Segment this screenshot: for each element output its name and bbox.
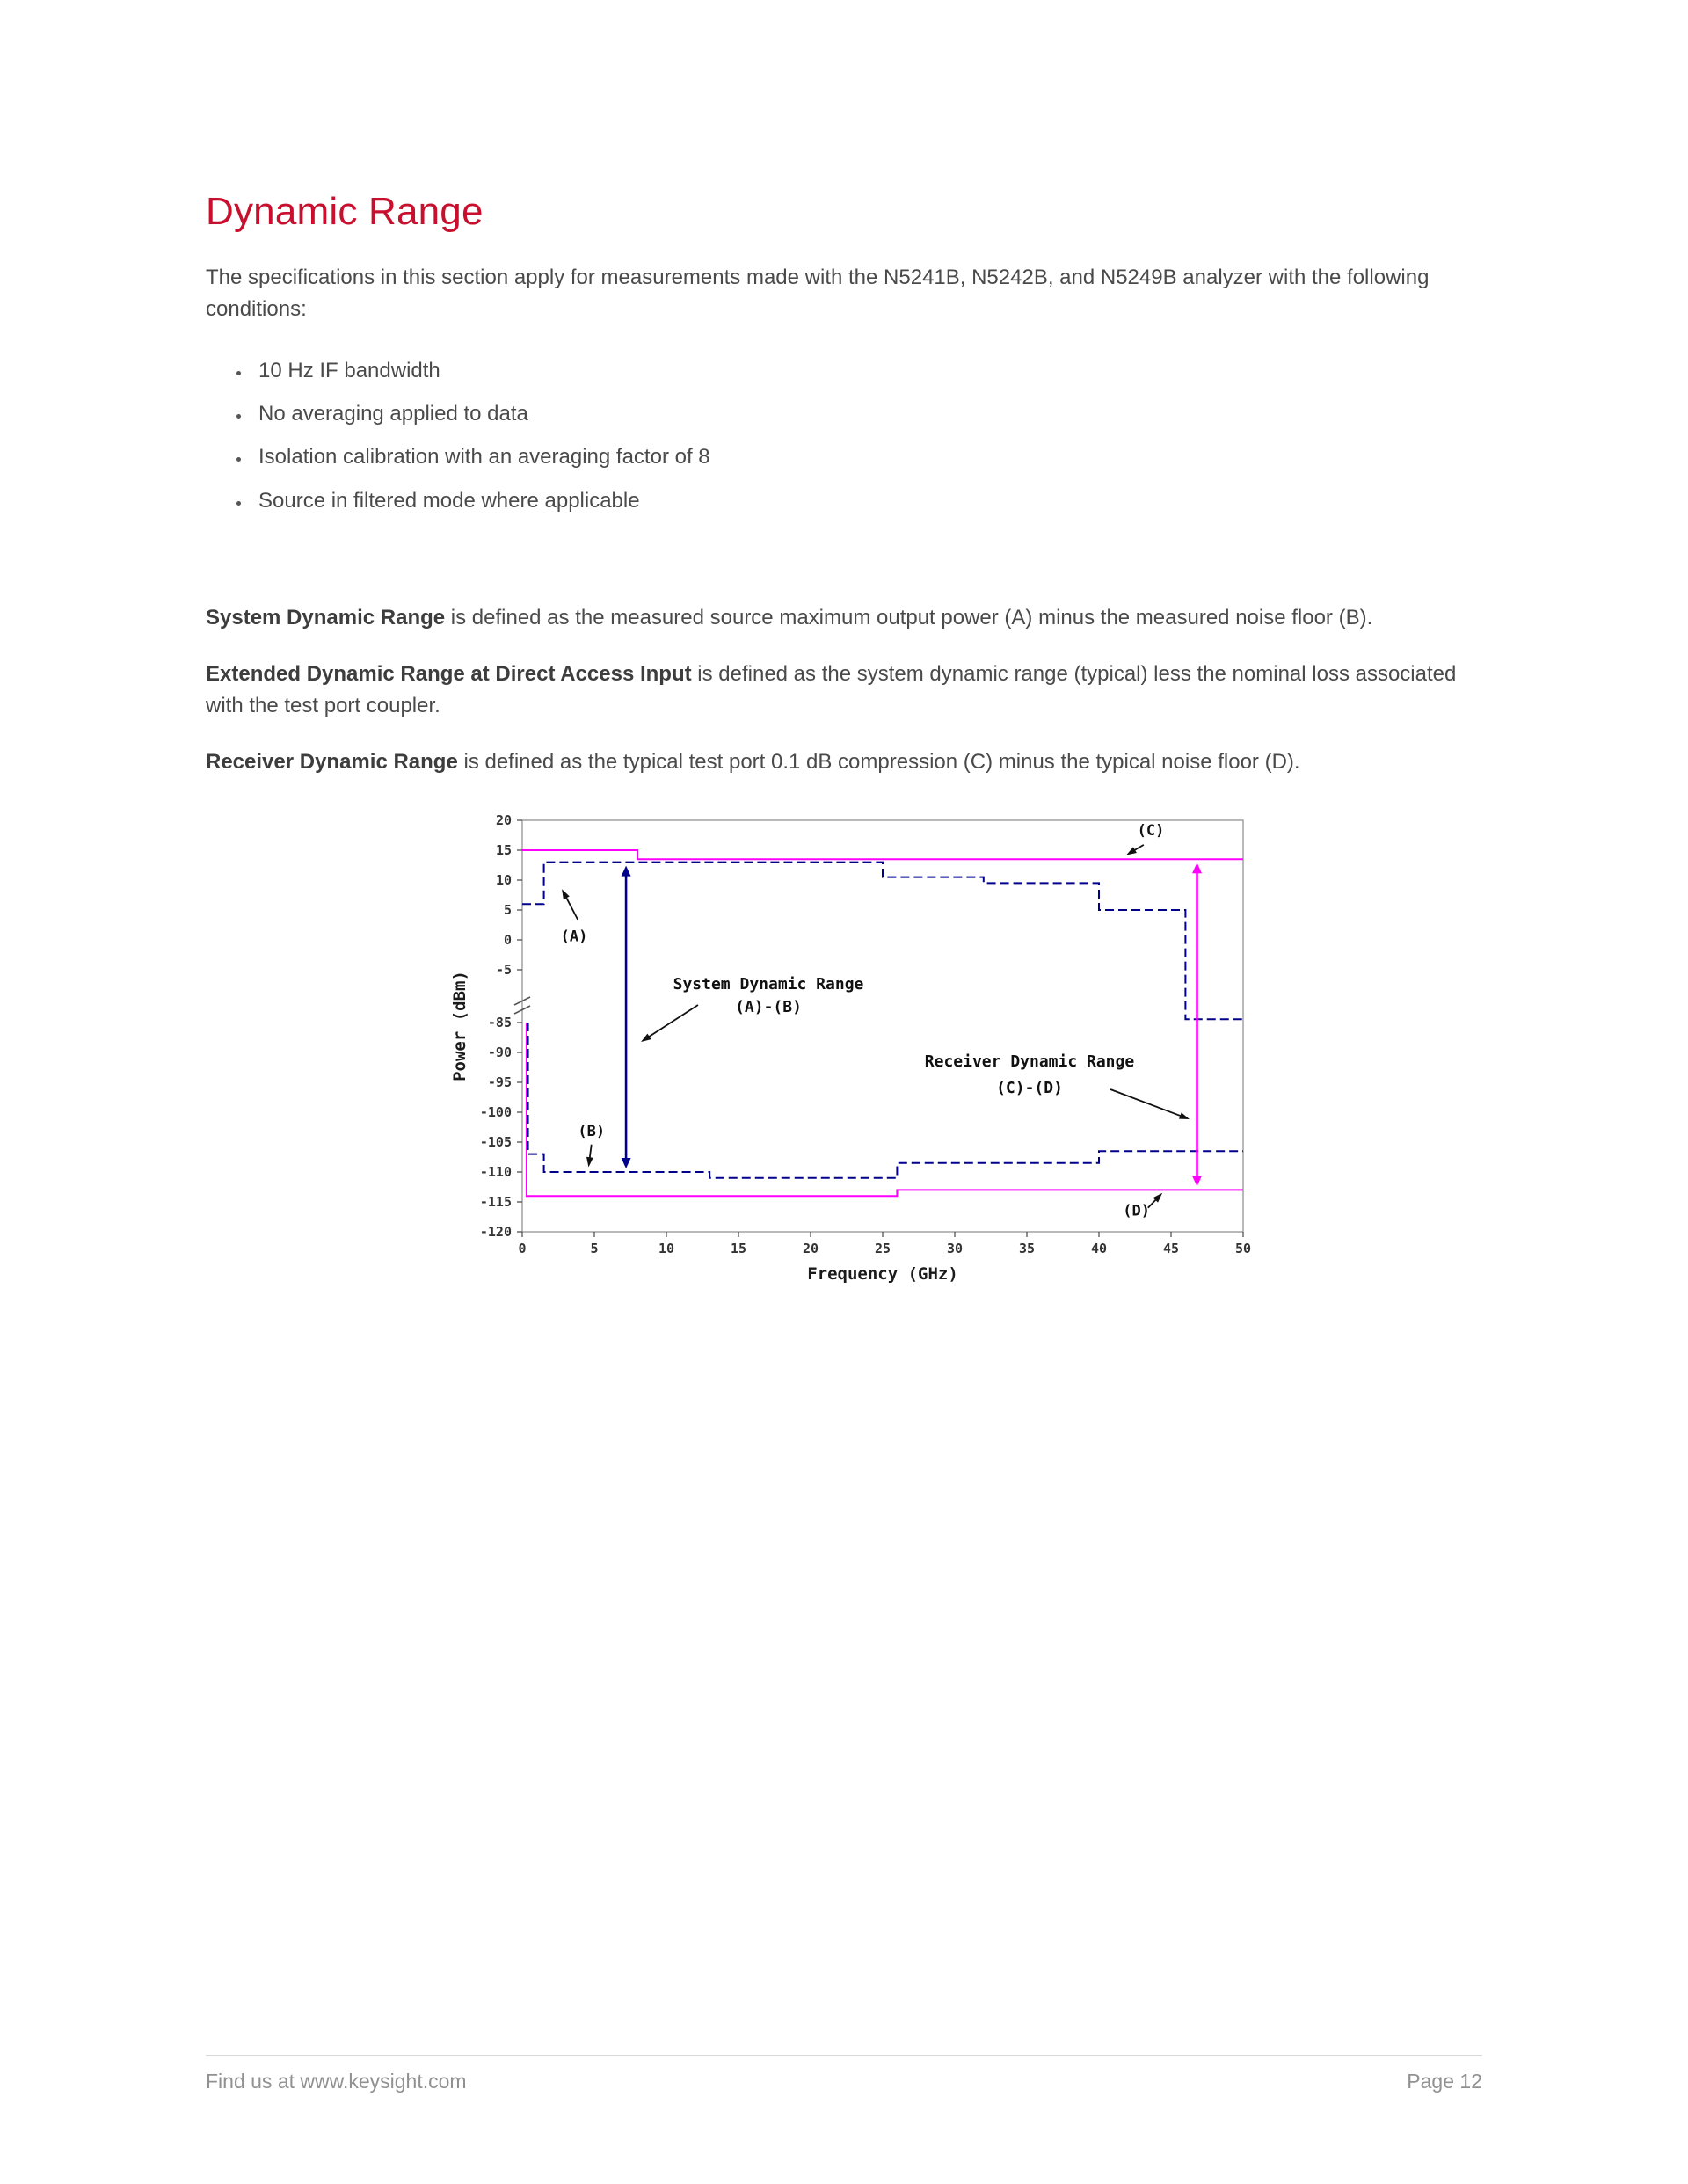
arrow-C-head [1126,847,1137,855]
page-number: Page 12 [1407,2070,1482,2093]
definition-text: is defined as the measured source maximum output power (A) minus the measured noise floor (B). [445,605,1373,630]
label-D: (D) [1123,1202,1150,1220]
conditions-list [206,357,1482,514]
receiver-dynamic-range-arrow-head-bottom [1192,1176,1202,1186]
definition-term: Extended Dynamic Range at Direct Access Input [206,661,692,686]
x-tick-label: 45 [1162,1240,1180,1256]
x-tick-label: 50 [1234,1240,1252,1256]
y-tick-label: -5 [495,961,512,978]
list-item: • 10 Hz IF bandwidth [251,357,1482,384]
definition-text: is defined as the system dynamic range (typical) less the nominal loss associated with the test port coupler. [206,661,1457,717]
y-tick-label: 20 [495,812,512,828]
x-tick-label: 20 [802,1240,819,1256]
y-tick-label: -95 [487,1074,512,1090]
definitions-section [206,602,1482,778]
definition-term: Receiver Dynamic Range [206,749,458,774]
footer-url: Find us at www.keysight.com [206,2070,467,2093]
y-tick-label: -105 [479,1133,512,1150]
dynamic-range-chart [430,803,1265,1295]
x-tick-label: 5 [590,1240,599,1256]
y-tick-label: -100 [479,1103,512,1120]
plot-border [522,820,1243,1232]
y-tick-label: -115 [479,1193,512,1210]
x-tick-label: 35 [1018,1240,1036,1256]
y-tick-label: -90 [487,1044,512,1060]
definition-term: System Dynamic Range [206,605,446,630]
system-dynamic-range-arrow-head-bottom [622,1158,631,1168]
list-item: • Source in filtered mode where applicable [251,487,1482,514]
list-item: • No averaging applied to data [251,400,1482,427]
y-tick-label: -85 [487,1014,512,1030]
intro-paragraph: The specifications in this section apply for measurements made with the N5241B, N5242B, and N5249B analyzer with the following conditions: [206,266,1430,321]
x-tick-label: 0 [518,1240,527,1256]
chart-svg [430,803,1265,1295]
arrow-A [565,896,578,920]
arrow-B [590,1144,592,1159]
label-C: (C) [1137,821,1165,840]
arrow-A-head [562,889,570,899]
y-tick-label: 15 [495,841,512,858]
system-dynamic-range-arrow-head-top [622,865,631,876]
system-dynamic-range-label: (A)-(B) [735,997,802,1016]
x-tick-label: 40 [1090,1240,1108,1256]
receiver-dynamic-range-label: (C)-(D) [996,1078,1063,1097]
y-tick-label: 5 [503,901,512,918]
y-axis-label: Power (dBm) [450,970,469,1081]
list-item: • Isolation calibration with an averaging factor of 8 [251,443,1482,470]
x-tick-label: 25 [874,1240,891,1256]
system-range-pointer-head [641,1033,651,1041]
page-title: Dynamic Range [206,190,484,233]
definition-text: is defined as the typical test port 0.1 dB compression (C) minus the typical noise floor (D). [457,749,1300,774]
x-axis-label: Frequency (GHz) [807,1263,958,1284]
page-footer [206,2055,1482,2093]
y-tick-label: 10 [495,871,512,888]
definition-paragraph [206,602,1482,634]
definition-paragraph [206,659,1482,722]
noise-floor-D-line [527,1023,1243,1196]
arrow-B-head [586,1157,593,1168]
label-A: (A) [560,928,588,946]
system-range-pointer [648,1005,698,1037]
x-tick-label: 15 [730,1240,747,1256]
label-B: (B) [578,1122,606,1140]
receiver-range-pointer-head [1179,1112,1190,1119]
y-tick-label: -120 [479,1223,512,1240]
receiver-range-pointer [1110,1089,1182,1117]
receiver-dynamic-range-arrow-head-top [1192,863,1202,873]
x-tick-label: 10 [658,1240,675,1256]
x-tick-label: 30 [946,1240,964,1256]
noise-floor-B-line [528,1023,1243,1178]
y-tick-label: 0 [503,931,512,948]
receiver-dynamic-range-label: Receiver Dynamic Range [924,1052,1135,1071]
y-tick-label: -110 [479,1163,512,1180]
source-max-output-A-line [522,862,1243,1019]
system-dynamic-range-label: System Dynamic Range [673,974,864,994]
definition-paragraph [206,746,1482,778]
